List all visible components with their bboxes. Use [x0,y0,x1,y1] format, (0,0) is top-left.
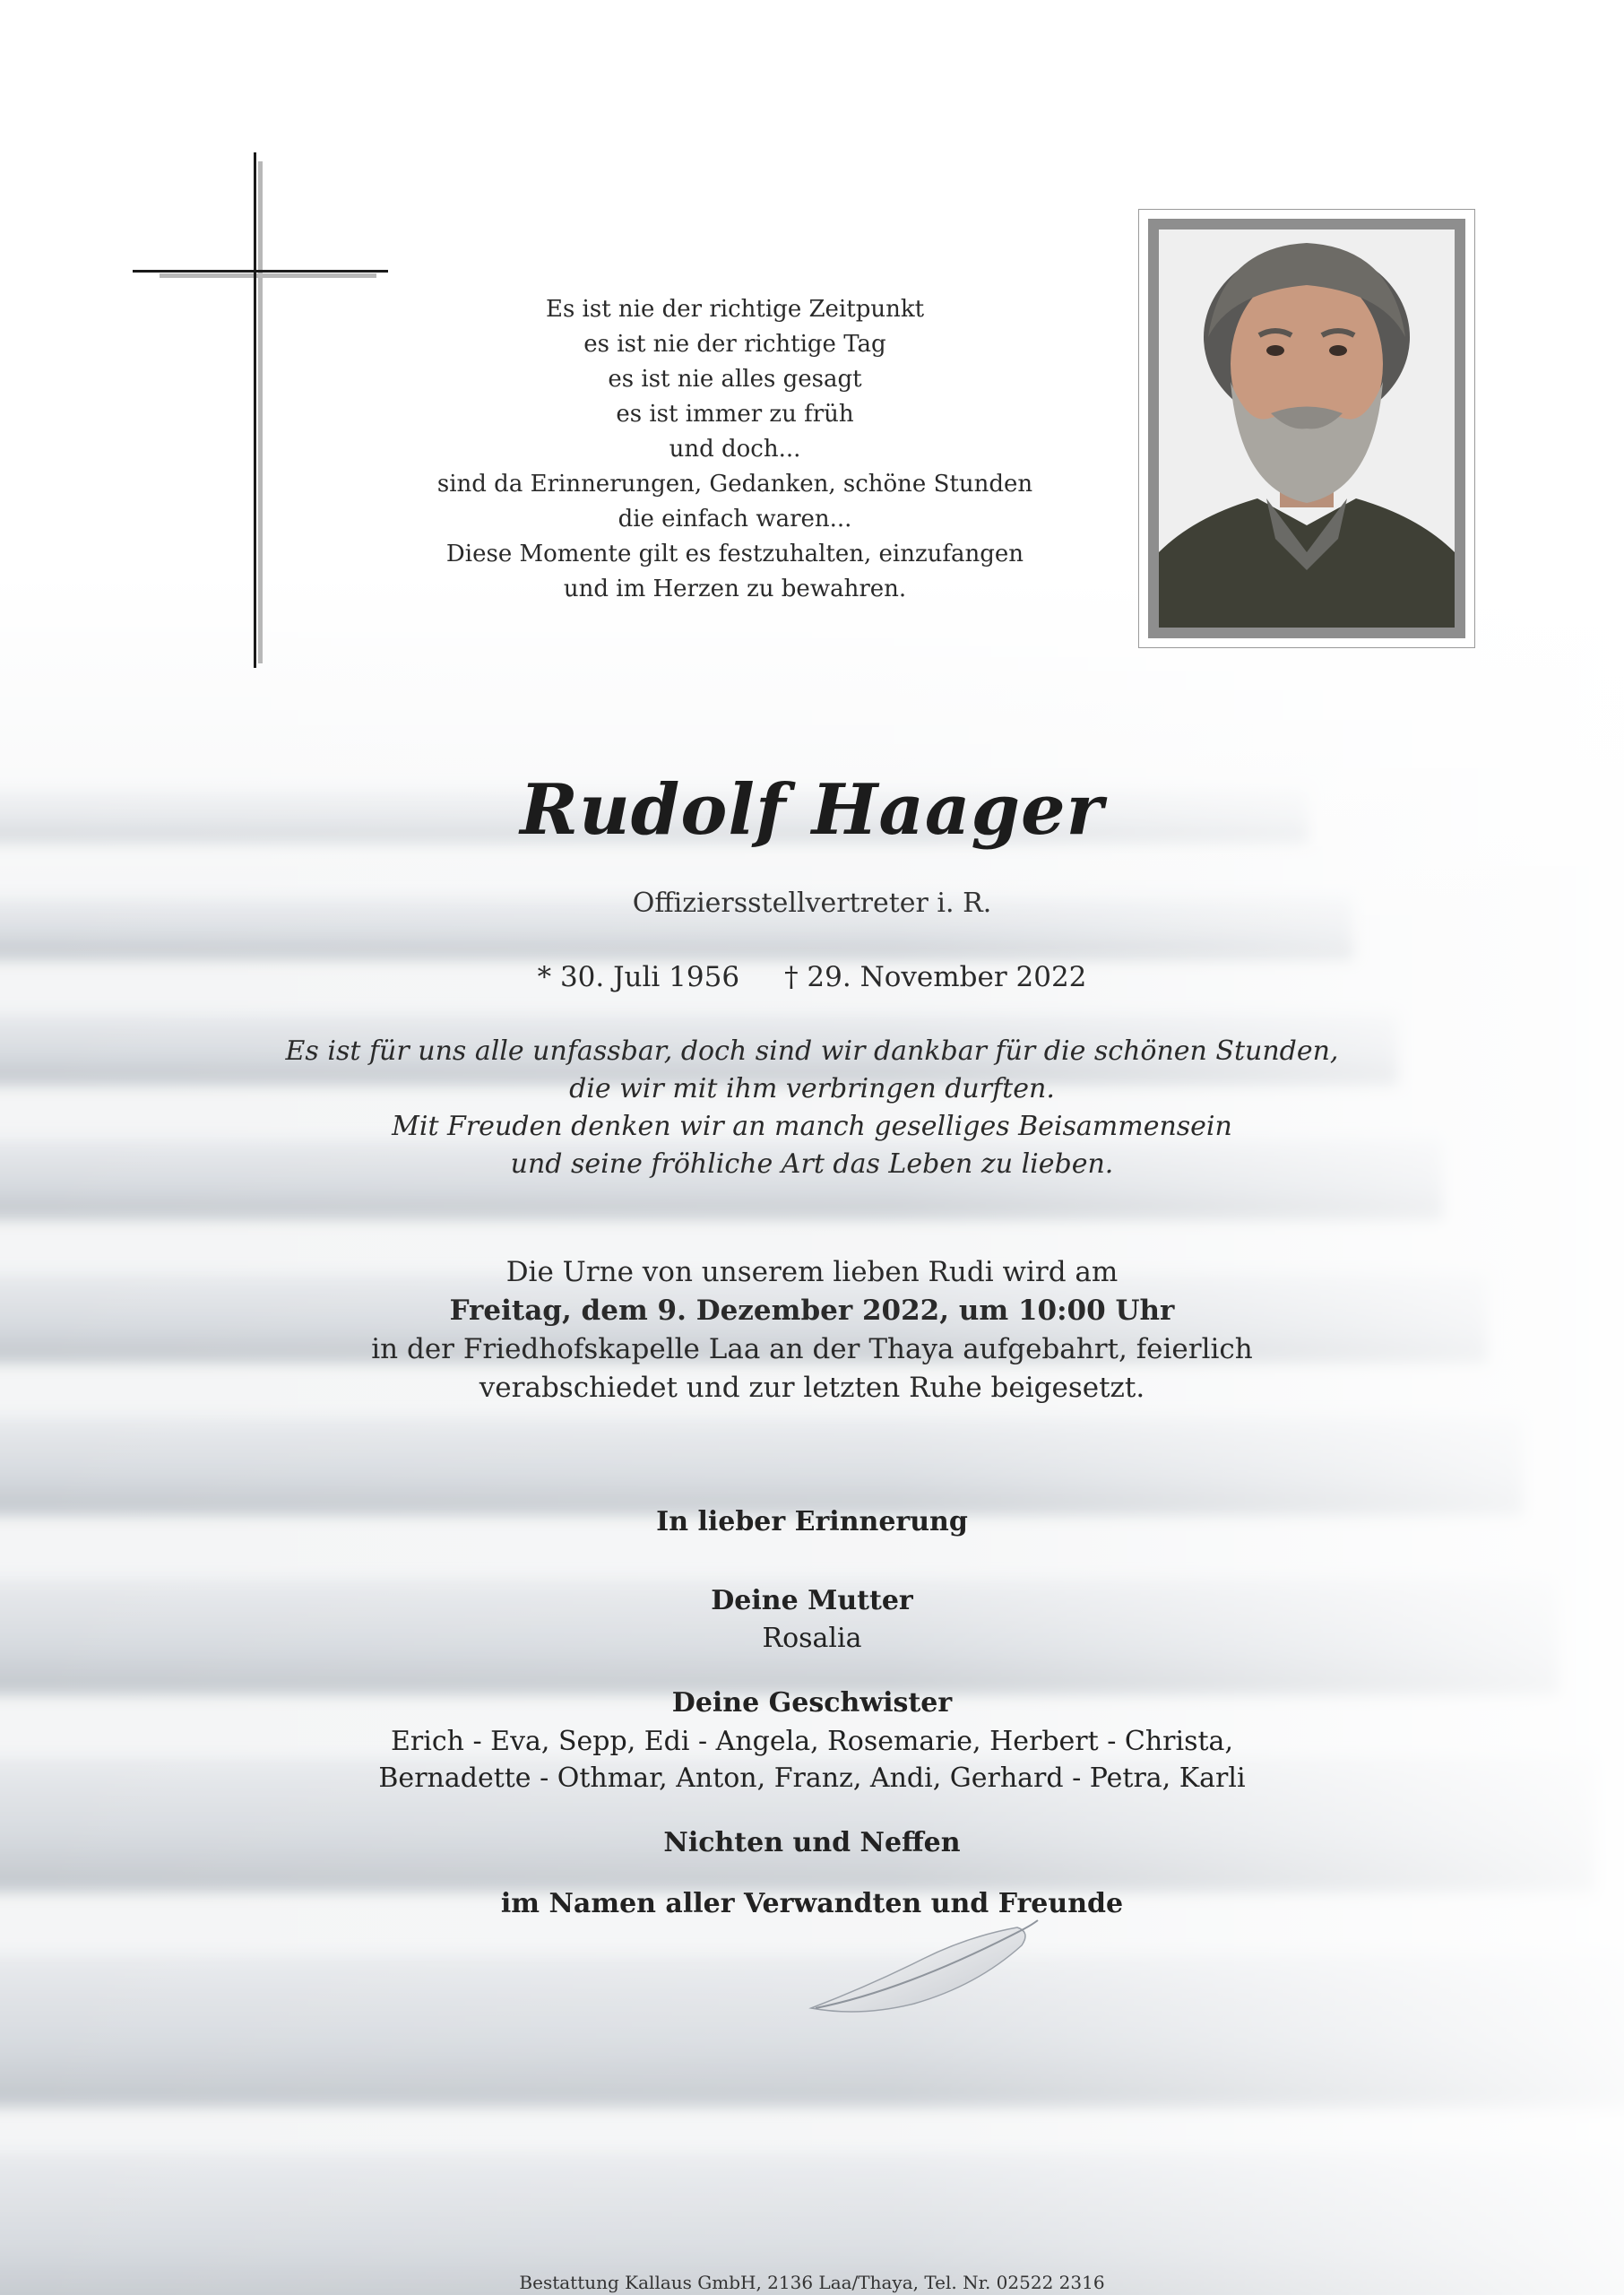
siblings-names-line2: Bernadette - Othmar, Anton, Franz, Andi, Gerhard - Petra, Karli [378,1762,1246,1794]
poem-line: es ist nie alles gesagt [608,366,862,393]
tribute-line: und seine fröhliche Art das Leben zu lieben. [510,1148,1114,1180]
ceremony-burial: verabschiedet und zur letzten Ruhe beigesetzt. [479,1372,1145,1404]
siblings-names-line1: Erich - Eva, Sepp, Edi - Angela, Rosemarie, Herbert - Christa, [391,1726,1233,1757]
portrait-photo-frame [1138,209,1475,648]
poem-line: Es ist nie der richtige Zeitpunkt [545,296,925,323]
life-dates [0,961,1624,993]
tribute-line: Mit Freuden denken wir an manch geselliges Beisammensein [392,1111,1232,1142]
deceased-rank: Offiziersstellvertreter i. R. [632,888,992,919]
ceremony-info [140,1253,1484,1407]
poem-line: die einfach waren... [618,506,852,533]
poem-line: sind da Erinnerungen, Gedanken, schöne Stunden [436,471,1033,498]
tribute-text [140,1033,1484,1183]
birth-date: * 30. Juli 1956 [537,961,740,993]
portrait-photo [1159,230,1455,628]
ceremony-date: Freitag, dem 9. Dezember 2022, um 10:00 Uhr [449,1295,1175,1327]
mother-name: Rosalia [762,1623,862,1654]
funeral-home-footer: Bestattung Kallaus GmbH, 2136 Laa/Thaya, Tel. Nr. 02522 2316 [519,2272,1105,2293]
death-date: † 29. November 2022 [784,961,1087,993]
poem-line: Diese Momente gilt es festzuhalten, einzufangen [445,541,1024,567]
poem-line: und im Herzen zu bewahren. [563,576,907,602]
family-signoff: im Namen aller Verwandten und Freunde [500,1888,1124,1919]
deceased-name: Rudolf Haager [520,769,1104,851]
poem [421,292,1049,607]
ceremony-intro: Die Urne von unserem lieben Rudi wird am [505,1256,1119,1288]
mother-label: Deine Mutter [711,1585,913,1616]
tribute-line: die wir mit ihm verbringen durften. [569,1073,1055,1104]
photo-mat [1148,219,1465,638]
feather-icon [807,1918,1049,2026]
ceremony-location: in der Friedhofskapelle Laa an der Thaya aufgebahrt, feierlich [371,1333,1253,1365]
siblings-label: Deine Geschwister [671,1687,953,1719]
nieces-nephews: Nichten und Neffen [663,1827,961,1858]
poem-line: es ist immer zu früh [616,401,854,428]
cross-icon [125,148,394,677]
tribute-line: Es ist für uns alle unfassbar, doch sind wir dankbar für die schönen Stunden, [285,1035,1339,1067]
memory-heading: In lieber Erinnerung [656,1506,968,1537]
poem-line: und doch... [669,436,801,463]
poem-line: es ist nie der richtige Tag [583,331,886,358]
